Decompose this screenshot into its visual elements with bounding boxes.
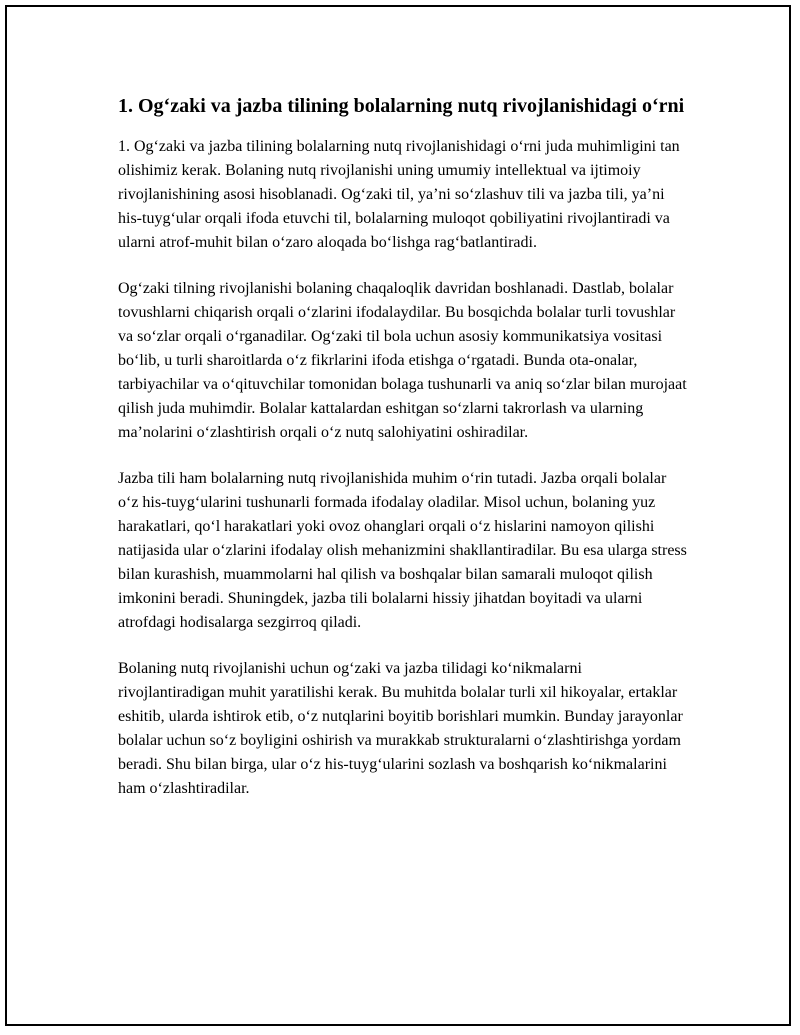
section-heading: 1. Og‘zaki va jazba tilining bolalarning nutq rivojlanishidagi o‘rni bbox=[118, 95, 685, 117]
paragraph-environment: Bolaning nutq rivojlanishi uchun og‘zaki va jazba tilidagi ko‘nikmalarni rivojlantiradigan muhit yaratilishi kerak. Bu muhitda bolalar turli xil hikoyalar, ertaklar eshitib, ularda ishtirok etib, o‘z nutqlarini boyitib borishlari mumkin. Bunday jarayonlar bolalar uchun so‘z boyligini oshirish va murakkab strukturalarni o‘zlashtirishga yordam beradi. Shu bilan birga, ular o‘z his-tuyg‘ularini sozlash va boshqarish ko‘nikmalarini ham o‘zlashtiradilar. bbox=[118, 660, 683, 797]
document-body bbox=[118, 92, 690, 823]
paragraph-oral-language: Og‘zaki tilning rivojlanishi bolaning chaqaloqlik davridan boshlanadi. Dastlab, bolalar tovushlarni chiqarish orqali o‘zlarini ifodalaydilar. Bu bosqichda bolalar turli tovushlar va so‘zlar orqali o‘rganadilar. Og‘zaki til bola uchun asosiy kommunikatsiya vositasi bo‘lib, u turli sharoitlarda o‘z fikrlarini ifoda etishga o‘rgatadi. Bunda ota-onalar, tarbiyachilar va o‘qituvchilar tomonidan bolaga tushunarli va aniq so‘zlar bilan murojaat qilish juda muhimdir. Bolalar kattalardan eshitgan so‘zlarni takrorlash va ularning ma’nolarini o‘zlashtirish orqali o‘z nutq salohiyatini oshiradilar. bbox=[118, 280, 687, 441]
paragraph-intro: 1. Og‘zaki va jazba tilining bolalarning nutq rivojlanishidagi o‘rni juda muhimligini tan olishimiz kerak. Bolaning nutq rivojlanishi uning umumiy intellektual va ijtimoiy rivojlanishining asosi hisoblanadi. Og‘zaki til, ya’ni so‘zlashuv tili va jazba tili, ya’ni his-tuyg‘ular orqali ifoda etuvchi til, bolalarning muloqot qobiliyatini rivojlantiradi va ularni atrof-muhit bilan o‘zaro aloqada bo‘lishga rag‘batlantiradi. bbox=[118, 138, 680, 251]
paragraph-emotional-language: Jazba tili ham bolalarning nutq rivojlanishida muhim o‘rin tutadi. Jazba orqali bolalar o‘z his-tuyg‘ularini tushunarli formada ifodalay oladilar. Misol uchun, bolaning yuz harakatlari, qo‘l harakatlari yoki ovoz ohanglari orqali o‘z hislarini namoyon qilishi natijasida ular o‘zlarini ifodalay olish mehanizmini shakllantiradilar. Bu esa ularga stress bilan kurashish, muammolarni hal qilish va boshqalar bilan samarali muloqot qilish imkonini beradi. Shuningdek, jazba tili bolalarni hissiy jihatdan boyitadi va ularni atrofdagi hodisalarga sezgirroq qiladi. bbox=[118, 470, 687, 631]
